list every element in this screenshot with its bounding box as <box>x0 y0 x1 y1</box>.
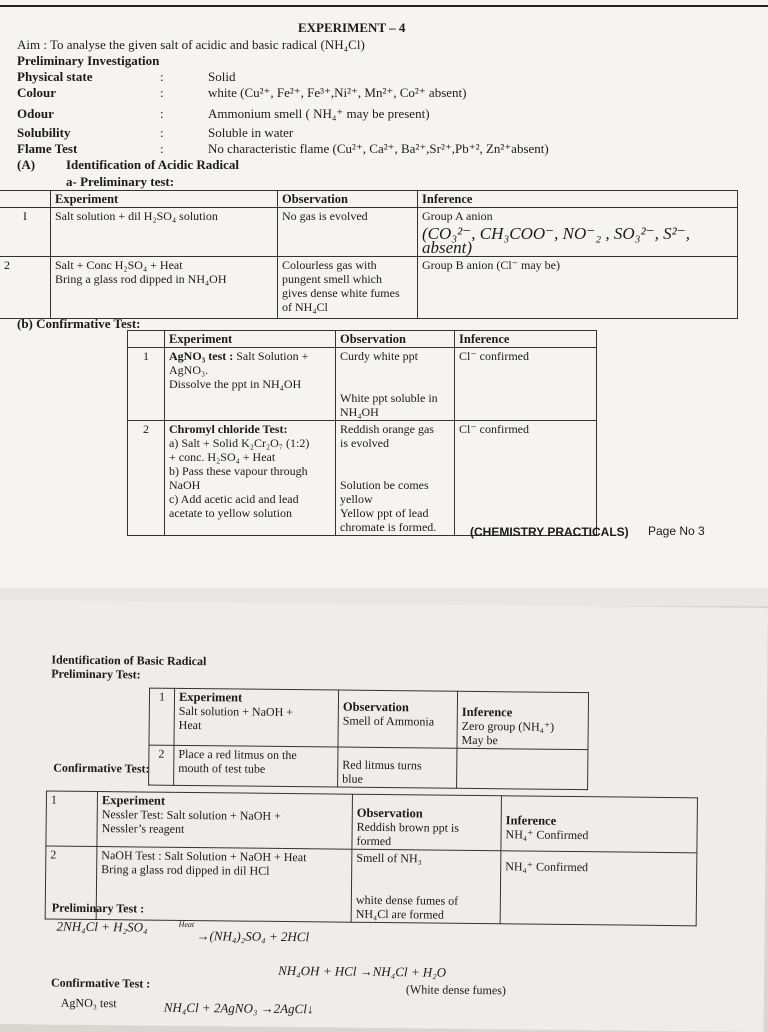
section-a-label: (A) <box>17 157 36 172</box>
confirm-heading-2: Confirmative Test: <box>53 760 150 776</box>
inference-cell: Cl⁻ confirmed <box>455 421 597 536</box>
observation-cell: Smell of NH₃ white dense fumes of NH₄Cl are formed <box>351 849 501 924</box>
table-row <box>149 688 589 750</box>
row-number: 1 <box>46 791 98 847</box>
inference-cell <box>501 796 698 853</box>
table-header-row <box>0 191 738 208</box>
col-header: Observation <box>356 805 423 821</box>
col-header: Observation <box>342 699 409 715</box>
prop-colon: : <box>160 85 164 100</box>
experiment-text: Nessler Test: Salt solution + NaOH + Nessler’s reagent <box>101 807 281 836</box>
col-header: Experiment <box>101 793 166 808</box>
prop-colon: : <box>160 106 164 121</box>
experiment-text: a) Salt + Solid K₂Cr₂O₇ (1:2) + conc. H₂SO₄ + Heat b) Pass these vapour through NaOH c) Add acetic acid and lead acetate to yellow solution <box>169 436 310 520</box>
experiment-cell <box>165 348 336 421</box>
table-row <box>128 348 597 421</box>
sub-heading-b: (b) Confirmative Test: <box>17 316 141 331</box>
prop-value: Soluble in water <box>208 125 294 140</box>
inference-cell <box>457 748 588 789</box>
acidic-confirm-table <box>127 330 597 536</box>
equation-3: NH₄Cl + 2AgNO₃ →2AgCl↓ <box>163 999 314 1017</box>
row-number: 1 <box>128 348 165 421</box>
equation-2-note: (White dense fumes) <box>405 982 506 998</box>
prop-value: Ammonium smell ( NH₄⁺ may be present) <box>208 106 430 121</box>
experiment-text: Salt Solution + AgNO₃. Dissolve the ppt in NH₄OH <box>169 349 309 391</box>
prop-value: Solid <box>208 69 236 84</box>
observation-cell <box>352 794 502 851</box>
section-a-title: Identification of Acidic Radical <box>66 157 239 172</box>
experiment-text: Salt solution + NaOH + Heat <box>178 703 294 733</box>
col-header: Inference <box>422 192 473 206</box>
observation-cell: Reddish orange gas is evolved Solution be comes yellow Yellow ppt of lead chromate is formed. <box>336 421 455 536</box>
footer-subject: (CHEMISTRY PRACTICALS) <box>470 525 629 539</box>
col-header: Inference <box>505 813 557 828</box>
col-header: Observation <box>282 192 348 206</box>
row-number: 1 <box>149 688 175 745</box>
col-header: Experiment <box>169 332 233 346</box>
experiment-cell <box>165 421 336 536</box>
equation-1-reactants: 2NH₄Cl + H₂SO₄ <box>56 918 148 935</box>
row-number: 2 <box>149 745 174 785</box>
table-row <box>0 257 738 319</box>
worksheet-page-2 <box>0 600 768 1032</box>
col-header: Inference <box>461 704 513 720</box>
prelim-heading: Preliminary Investigation <box>17 53 160 68</box>
table-row <box>149 745 588 790</box>
experiment-cell: NaOH Test : Salt Solution + NaOH + Heat Bring a glass rod dipped in dil HCl <box>96 847 352 923</box>
row-number: I <box>0 208 51 257</box>
confirm-heading-3: Confirmative Test : <box>50 975 151 991</box>
inference-cell: NH₄⁺ Confirmed <box>500 851 697 926</box>
absent-anions-formula: (CO₃²⁻, CH₃COO⁻, NO⁻₂ , SO₃²⁻, S²⁻, absent) <box>422 224 690 257</box>
prop-label: Solubility <box>17 125 71 140</box>
col-header: Inference <box>459 332 510 346</box>
inference-cell: Cl⁻ confirmed <box>455 348 597 421</box>
inference-text: NH₄⁺ Confirmed <box>505 827 589 843</box>
col-header: Experiment <box>178 689 243 705</box>
inference-cell: Group B anion (Cl⁻ may be) <box>418 257 738 319</box>
basic-prelim-table <box>148 688 589 791</box>
observation-text: Smell of Ammonia <box>342 713 435 729</box>
prop-value: No characteristic flame (Cu²⁺, Ca²⁺, Ba²⁺,Sr²⁺,Pb⁺², Zn²⁺absent) <box>208 141 549 156</box>
table-header-row <box>128 331 597 348</box>
prop-label: Physical state <box>17 69 93 84</box>
table-row <box>0 208 738 257</box>
test-name: AgNO₃ test : <box>169 349 234 363</box>
experiment-cell: Salt solution + dil H₂SO₄ solution <box>51 208 278 257</box>
footer-page-number: Page No 3 <box>648 524 705 538</box>
table-row <box>128 421 597 536</box>
aim-line: Aim : To analyse the given salt of acidic and basic radical (NH₄Cl) <box>17 37 365 52</box>
top-rule <box>0 5 768 7</box>
prop-colon: : <box>160 69 164 84</box>
prelim-heading-3: Preliminary Test : <box>51 900 145 916</box>
experiment-cell: Place a red litmus on the mouth of test tube <box>174 745 338 787</box>
row-number: 2 <box>45 846 97 920</box>
observation-cell: Curdy white ppt White ppt soluble in NH₄OH <box>336 348 455 421</box>
col-header: Observation <box>340 332 406 346</box>
equation-2: NH₄OH + HCl →NH₄Cl + H₂O <box>278 962 447 980</box>
test-name: Chromyl chloride Test: <box>169 422 288 436</box>
equation-3-label: AgNO₃ test <box>60 995 117 1011</box>
inference-cell <box>418 208 738 257</box>
experiment-cell <box>97 792 353 850</box>
prop-label: Odour <box>17 106 54 121</box>
page-title: EXPERIMENT – 4 <box>298 20 406 35</box>
prop-colon: : <box>160 125 164 140</box>
equation-1-products: →(NH₄)₂SO₄ + 2HCl <box>196 928 310 945</box>
row-number: 2 <box>128 421 165 536</box>
observation-cell <box>338 690 458 748</box>
inference-cell <box>457 691 589 749</box>
prop-colon: : <box>160 141 164 156</box>
equation-1-heat: Heat <box>178 919 195 930</box>
prop-label: Flame Test <box>17 141 78 156</box>
inference-text: Zero group (NH₄⁺) May be <box>461 718 555 748</box>
observation-cell: Red litmus turns blue <box>338 747 457 788</box>
row-number: 2 <box>0 257 51 319</box>
col-header: Experiment <box>55 192 119 206</box>
experiment-cell: Salt + Conc H₂SO₄ + Heat Bring a glass rod dipped in NH₄OH <box>51 257 278 319</box>
inference-text: Group A anion <box>422 209 493 223</box>
table-row <box>46 791 698 853</box>
prop-value: white (Cu²⁺, Fe²⁺, Fe³⁺,Ni²⁺, Mn²⁺, Co²⁺ absent) <box>208 85 467 100</box>
acidic-prelim-table <box>0 190 738 319</box>
prop-label: Colour <box>17 85 56 100</box>
sub-heading-a: a- Preliminary test: <box>66 174 175 189</box>
observation-text: Reddish brown ppt is formed <box>356 819 460 849</box>
observation-cell: Colourless gas with pungent smell which gives dense white fumes of NH₄Cl <box>278 257 418 319</box>
experiment-cell <box>174 688 339 747</box>
prelim-heading-2: Preliminary Test: <box>51 666 141 682</box>
observation-cell: No gas is evolved <box>278 208 418 257</box>
basic-radical-heading: Identification of Basic Radical <box>51 652 207 669</box>
